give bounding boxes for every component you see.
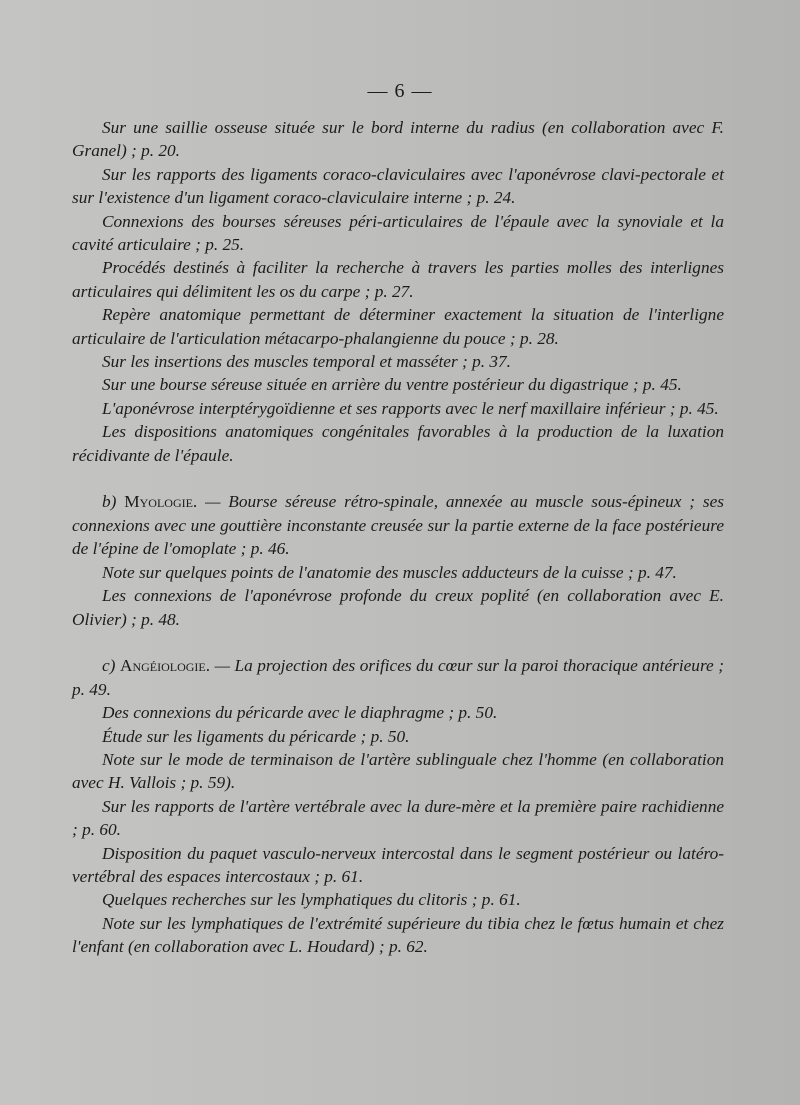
anatomy-entries bbox=[72, 116, 724, 467]
list-item: L'aponévrose interptérygoïdienne et ses rapports avec le nerf maxillaire inférieur ; p. 45. bbox=[102, 398, 719, 418]
list-item: Disposition du paquet vasculo-nerveux intercostal dans le segment postérieur ou latéro-vertébral des espaces intercostaux ; p. 61. bbox=[72, 843, 724, 886]
list-item: Note sur les lymphatiques de l'extrémité supérieure du tibia chez le fœtus humain et chez l'enfant (en collaboration avec L. Houdard) ; p. 62. bbox=[72, 913, 724, 957]
list-item: Les connexions de l'aponévrose profonde du creux poplité (en collaboration avec E. Olivier) ; p. 48. bbox=[72, 586, 724, 629]
list-item: Repère anatomique permettant de déterminer exactement la situation de l'interligne articulaire de l'articulation métacarpo-phalangienne du pouce ; p. 28. bbox=[72, 305, 724, 348]
section-first-text: — Bourse séreuse rétro-spinale, annexée au muscle sous-épineux ; ses connexions avec une gouttière inconstante creusée sur la partie externe de la face postérieure de l'épine de l'omoplate ; p. 46. bbox=[72, 492, 724, 559]
section-myologie bbox=[72, 490, 724, 630]
section-letter: c) bbox=[102, 656, 116, 676]
list-item: Procédés destinés à faciliter la recherche à travers les parties molles des interlignes articulaires qui délimitent les os du carpe ; p. 27. bbox=[72, 258, 724, 301]
section-letter: b) bbox=[102, 492, 117, 512]
list-item: Quelques recherches sur les lymphatiques du clitoris ; p. 61. bbox=[102, 890, 521, 910]
list-item: Sur une bourse séreuse située en arrière du ventre postérieur du digastrique ; p. 45. bbox=[102, 375, 682, 395]
list-item: Note sur le mode de terminaison de l'artère sublinguale chez l'homme (en collaboration avec H. Vallois ; p. 59). bbox=[72, 749, 724, 793]
list-item: Connexions des bourses séreuses péri-articulaires de l'épaule avec la synoviale et la cavité articulaire ; p. 25. bbox=[72, 211, 724, 255]
section-first-text: — La projection des orifices du cœur sur la paroi thoracique antérieure ; p. 49. bbox=[72, 656, 724, 699]
list-item: Sur les rapports de l'artère vertébrale avec la dure-mère et la première paire rachidienne ; p. 60. bbox=[72, 796, 724, 840]
section-first-entry bbox=[72, 490, 724, 560]
list-item: Étude sur les ligaments du péricarde ; p. 50. bbox=[102, 726, 410, 746]
list-item: Les dispositions anatomiques congénitales favorables à la production de la luxation récidivante de l'épaule. bbox=[72, 422, 724, 465]
list-item: Sur les insertions des muscles temporal et masséter ; p. 37. bbox=[102, 352, 511, 372]
section-angeiologie bbox=[72, 654, 724, 958]
section-heading: Angéiologie. bbox=[119, 656, 211, 676]
section-first-entry bbox=[72, 654, 724, 701]
section-heading: Myologie. bbox=[124, 492, 198, 512]
list-item: Des connexions du péricarde avec le diaphragme ; p. 50. bbox=[102, 703, 498, 723]
page-number: — 6 — bbox=[367, 80, 433, 102]
list-item: Sur les rapports des ligaments coraco-claviculaires avec l'aponévrose clavi-pectorale et sur l'existence d'un ligament coraco-claviculaire interne ; p. 24. bbox=[72, 164, 724, 208]
publication-list bbox=[72, 116, 724, 959]
list-item: Sur une saillie osseuse située sur le bord interne du radius (en collaboration avec F. Granel) ; p. 20. bbox=[72, 118, 724, 161]
list-item: Note sur quelques points de l'anatomie des muscles adducteurs de la cuisse ; p. 47. bbox=[102, 562, 677, 582]
